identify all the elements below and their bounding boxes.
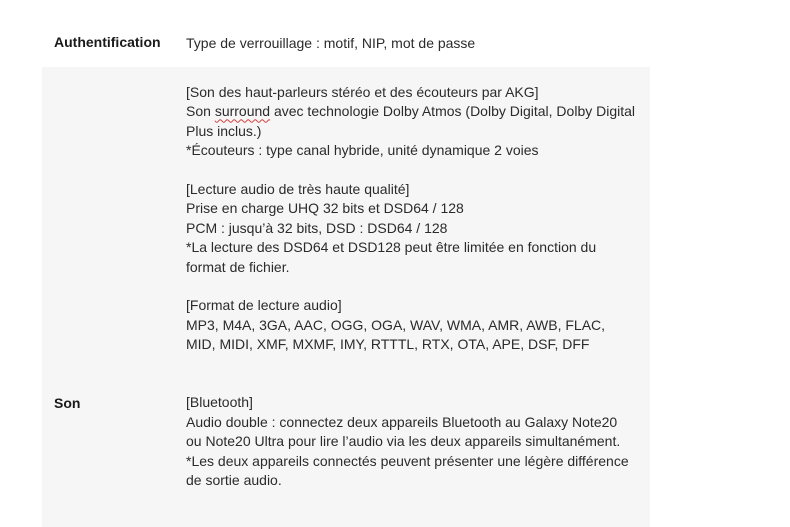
speakers-line-1-start: Son (186, 103, 215, 120)
formats-list: MP3, M4A, 3GA, AAC, OGG, OGA, WAV, WMA, AMR, AWB, FLAC, MID, MIDI, XMF, MXMF, IMY, RTTTL, RTX, OTA, APE, DSF, DFF (186, 316, 606, 353)
row-value-authentification: Type de verrouillage : motif, NIP, mot de passe (186, 35, 476, 51)
speakers-heading: [Son des haut-parleurs stéréo et des écouteurs par AKG] (186, 84, 539, 100)
bluetooth-heading: [Bluetooth] (186, 394, 253, 411)
speakers-line-1 (186, 102, 636, 141)
hq-audio-line-3: *La lecture des DSD64 et DSD128 peut être limitée en fonction du format de fichier. (186, 239, 597, 275)
formats-section (186, 296, 636, 354)
formats-heading: [Format de lecture audio] (186, 297, 342, 314)
hq-audio-heading: [Lecture audio de très haute qualité] (186, 181, 410, 198)
row-label-son: Son (54, 395, 81, 411)
bluetooth-section (186, 393, 636, 490)
bluetooth-line-1: Audio double : connectez deux appareils Bluetooth au Galaxy Note20 ou Note20 Ultra pour lire l’audio via les deux appareils simultanément. (186, 413, 621, 450)
table-row-authentification (42, 23, 650, 67)
speakers-line-1-end: avec technologie Dolby Atmos (Dolby Digital, Dolby Digital Plus inclus.) (186, 103, 636, 139)
hq-audio-line-2: PCM : jusqu’à 32 bits, DSD : DSD64 / 128 (186, 219, 448, 236)
speakers-section (186, 83, 636, 161)
table-row-son (42, 67, 650, 527)
spellcheck-flagged-word: surround (214, 103, 271, 120)
hq-audio-section (186, 180, 636, 277)
row-label-authentification: Authentification (54, 34, 161, 50)
bluetooth-line-2: *Les deux appareils connectés peuvent présenter une légère différence de sortie audio. (186, 452, 629, 489)
speakers-line-2: *Écouteurs : type canal hybride, unité dynamique 2 voies (186, 142, 539, 159)
hq-audio-line-1: Prise en charge UHQ 32 bits et DSD64 / 128 (186, 200, 464, 217)
row-value-son (186, 83, 636, 490)
